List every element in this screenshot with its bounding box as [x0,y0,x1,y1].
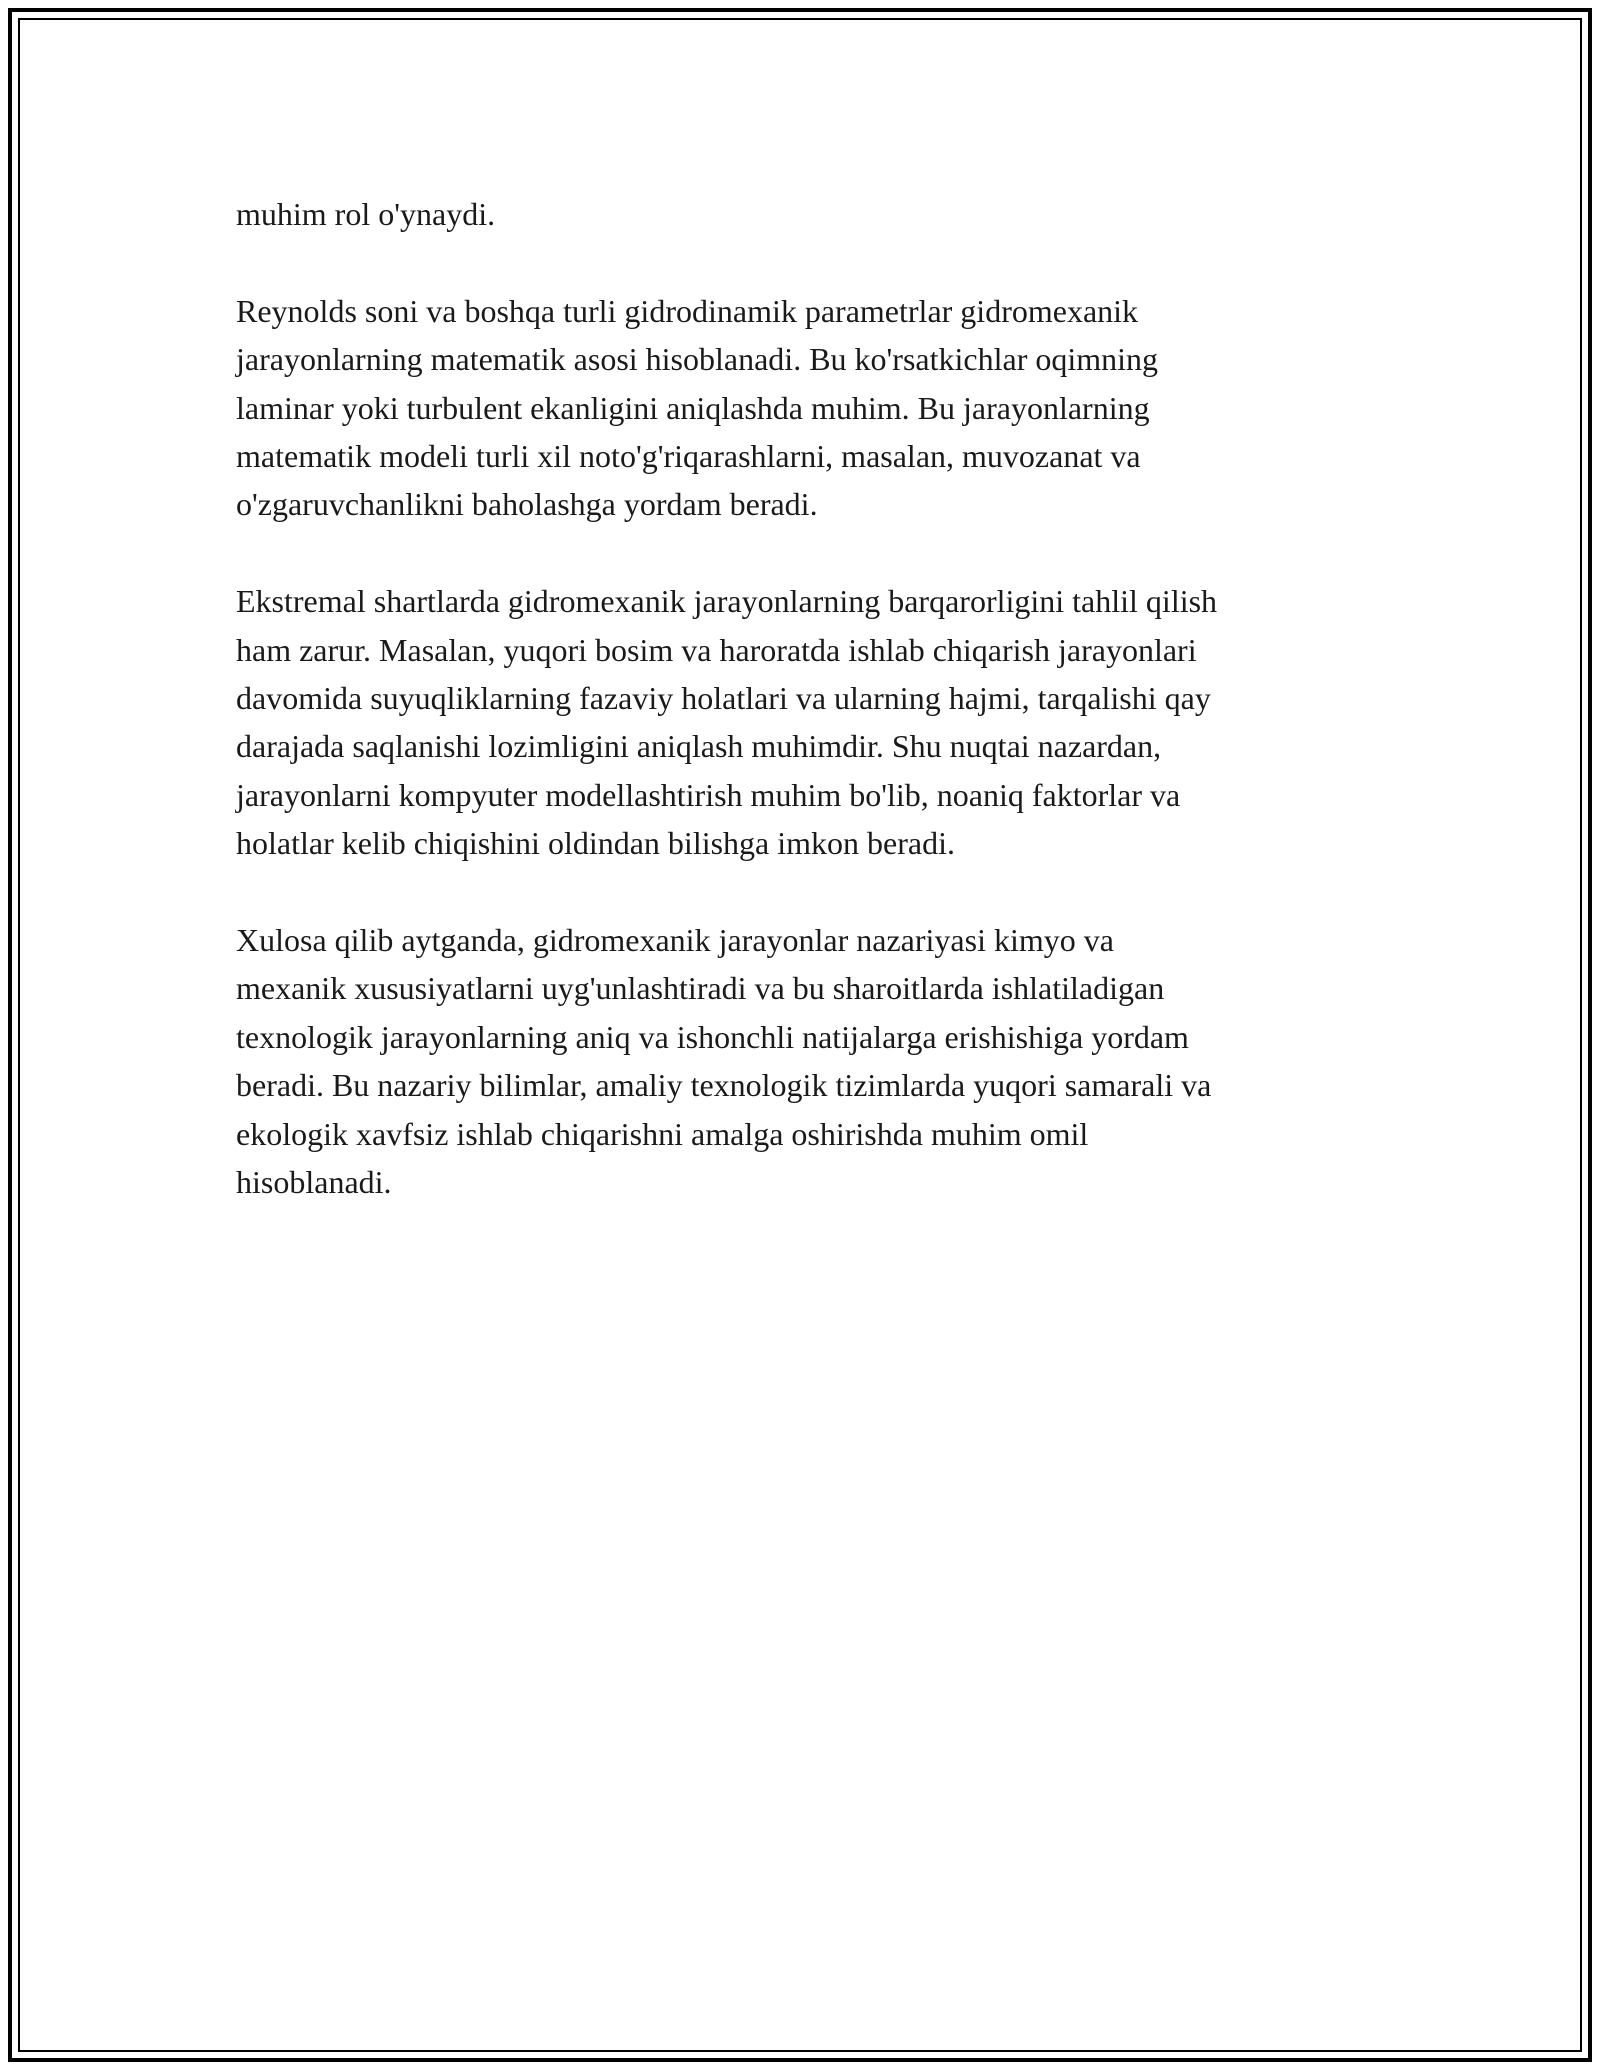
paragraph-extreme-conditions: Ekstremal shartlarda gidromexanik jarayonlarning barqarorligini tahlil qilish ham zarur. Masalan, yuqori bosim va haroratda ishlab chiqarish jarayonlari davomida suyuqliklarning fazaviy holatlari va ularning hajmi, tarqalishi qay darajada saqlanishi lozimligini aniqlash muhimdir. Shu nuqtai nazardan, jarayonlarni kompyuter modellashtirish muhim bo'lib, noaniq faktorlar va holatlar kelib chiqishini oldindan bilishga imkon beradi. [236,583,1218,862]
paragraph-continuation: muhim rol o'ynaydi. [236,196,496,232]
paragraph-conclusion: Xulosa qilib aytganda, gidromexanik jarayonlar nazariyasi kimyo va mexanik xususiyatlarni uyg'unlashtiradi va bu sharoitlarda ishlatiladigan texnologik jarayonlarning aniq va ishonchli natijalarga erishishiga yordam beradi. Bu nazariy bilimlar, amaliy texnologik tizimlarda yuqori samarali va ekologik xavfsiz ishlab chiqarishni amalga oshirishda muhim omil hisoblanadi. [236,922,1212,1201]
document-body [236,190,1386,1255]
paragraph-reynolds: Reynolds soni va boshqa turli gidrodinamik parametrlar gidromexanik jarayonlarning matematik asosi hisoblanadi. Bu ko'rsatkichlar oqimning laminar yoki turbulent ekanligini aniqlashda muhim. Bu jarayonlarning matematik modeli turli xil noto'g'riqarashlarni, masalan, muvozanat va o'zgaruvchanlikni baholashga yordam beradi. [236,292,1159,523]
